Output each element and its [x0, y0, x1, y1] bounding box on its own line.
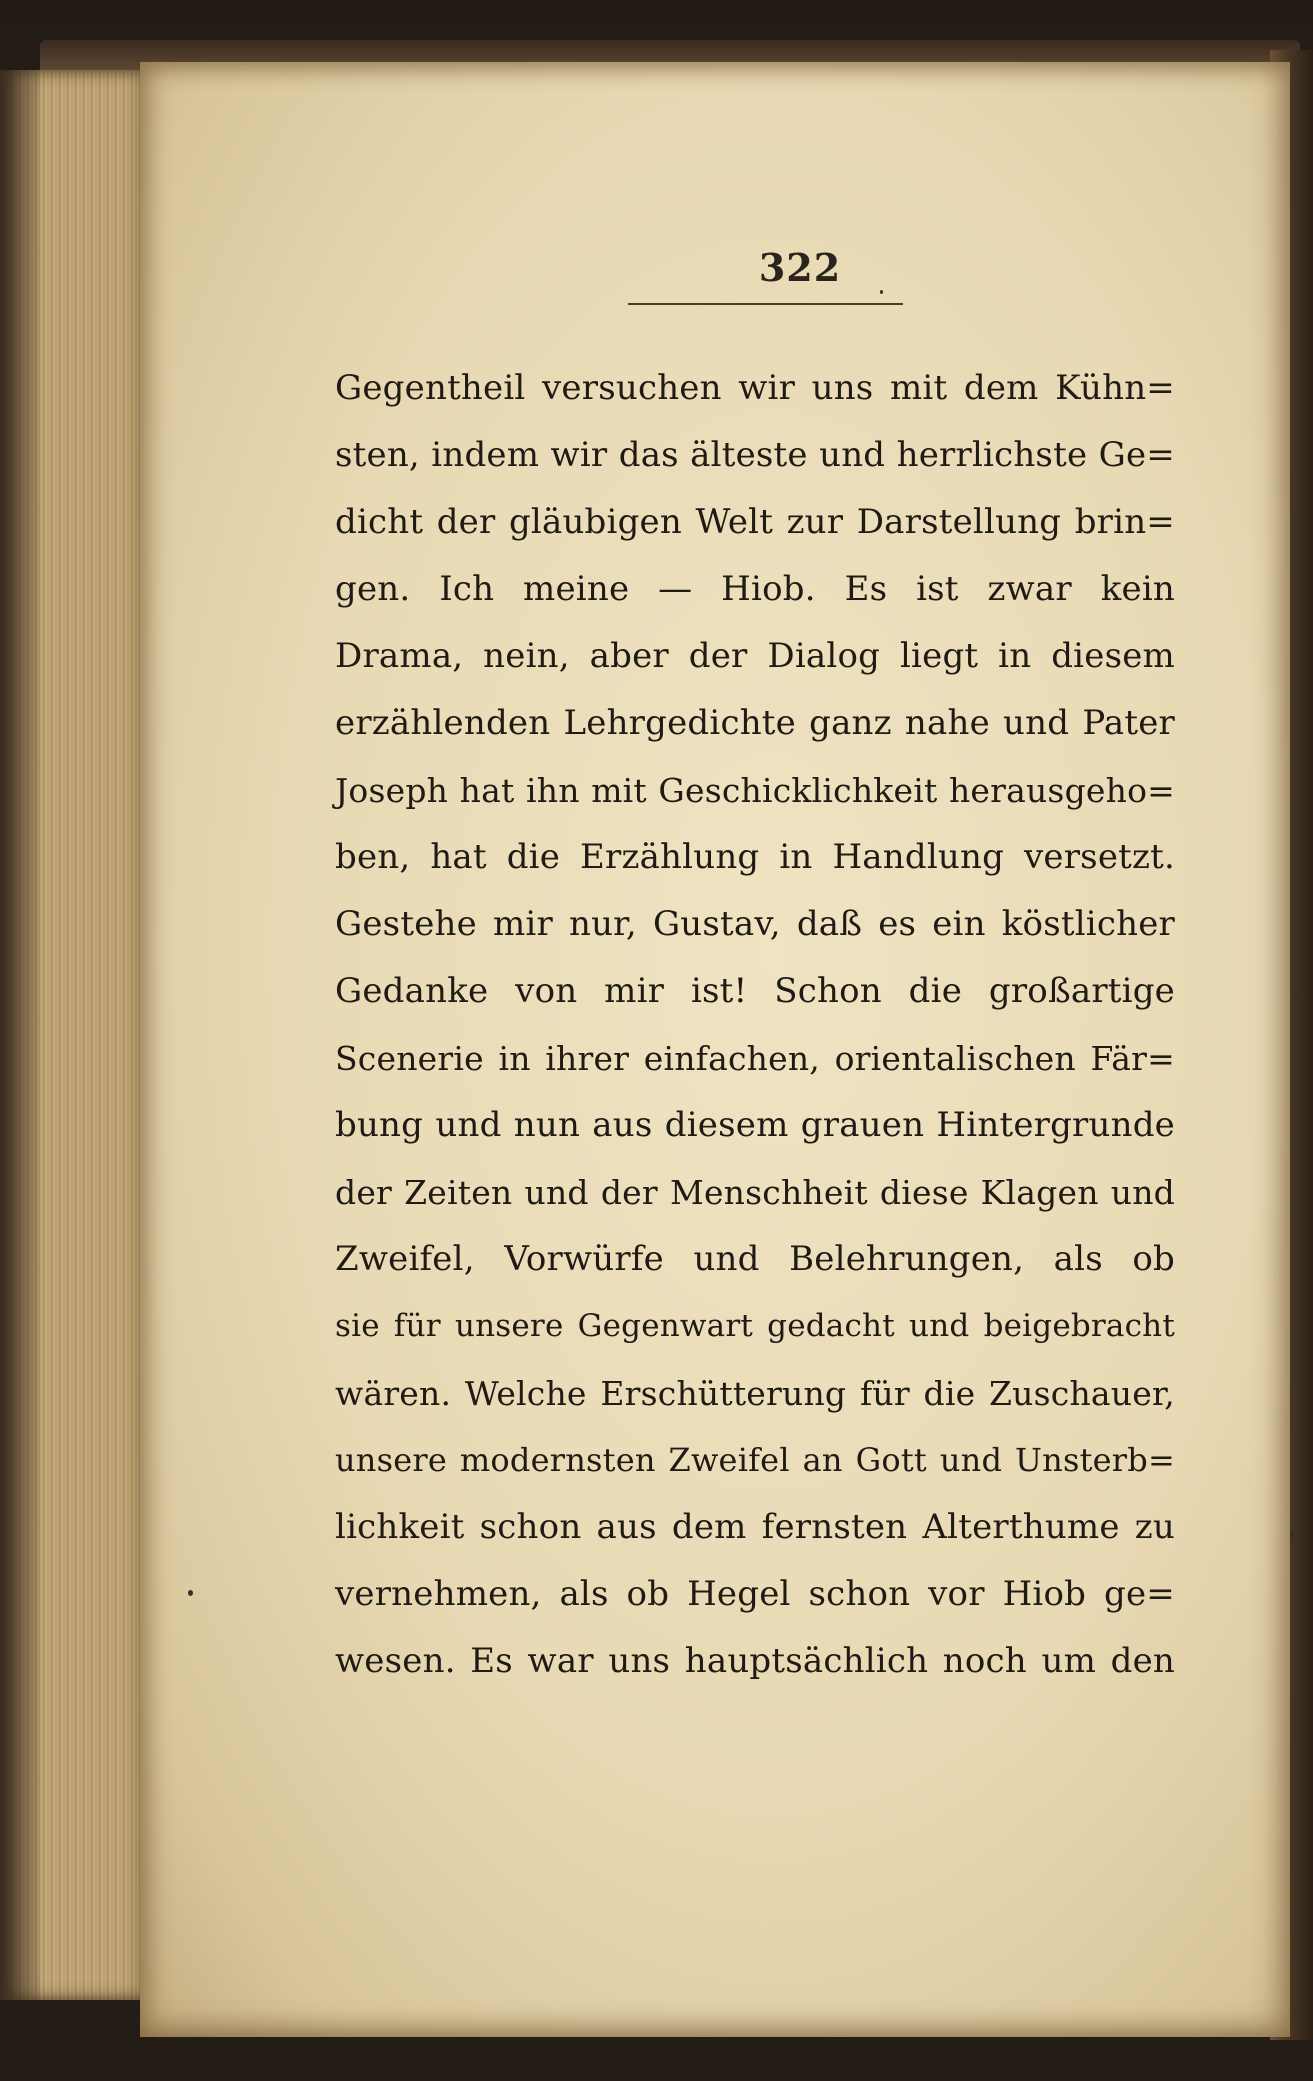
text-line: lichkeit schon aus dem fernsten Alterthume zu [335, 1507, 1175, 1547]
text-line: wesen. Es war uns hauptsächlich noch um den [335, 1641, 1175, 1681]
text-line: wären. Welche Erschütterung für die Zuschauer, [335, 1374, 1175, 1413]
text-line: bung und nun aus diesem grauen Hintergrunde [335, 1105, 1175, 1145]
text-line: sie für unsere Gegenwart gedacht und beigebracht [335, 1308, 1175, 1344]
paper-speck [880, 290, 883, 294]
text-line: gen. Ich meine — Hiob. Es ist zwar kein [335, 569, 1175, 609]
text-line: Scenerie in ihrer einfachen, orientalischen Fär= [335, 1039, 1175, 1078]
paper-speck [188, 1590, 193, 1596]
header-rule [628, 303, 903, 305]
text-line: unsere modernsten Zweifel an Gott und Unsterb= [335, 1441, 1175, 1479]
text-line: Gegentheil versuchen wir uns mit dem Kühn= [335, 368, 1175, 408]
text-line: Drama, nein, aber der Dialog liegt in diesem [335, 636, 1175, 676]
text-line: Joseph hat ihn mit Geschicklichkeit herausgeho= [335, 771, 1175, 810]
page-edges-shadow [0, 70, 40, 2000]
text-line: der Zeiten und der Menschheit diese Klagen und [335, 1173, 1175, 1212]
text-line: ben, hat die Erzählung in Handlung versetzt. [335, 837, 1175, 877]
body-text [335, 355, 1175, 1695]
text-line: sten, indem wir das älteste und herrlichste Ge= [335, 435, 1175, 475]
text-line: vernehmen, als ob Hegel schon vor Hiob ge= [335, 1574, 1175, 1614]
text-line: dicht der gläubigen Welt zur Darstellung brin= [335, 502, 1175, 542]
text-line: Zweifel, Vorwürfe und Belehrungen, als ob [335, 1239, 1175, 1279]
paper-speck [1290, 1530, 1294, 1538]
text-line: erzählenden Lehrgedichte ganz nahe und Pater [335, 703, 1175, 743]
text-line: Gedanke von mir ist! Schon die großartige [335, 971, 1175, 1011]
text-line: Gestehe mir nur, Gustav, daß es ein köstlicher [335, 904, 1175, 944]
page-number: 322 [758, 245, 842, 290]
paper-speck [1293, 990, 1297, 999]
